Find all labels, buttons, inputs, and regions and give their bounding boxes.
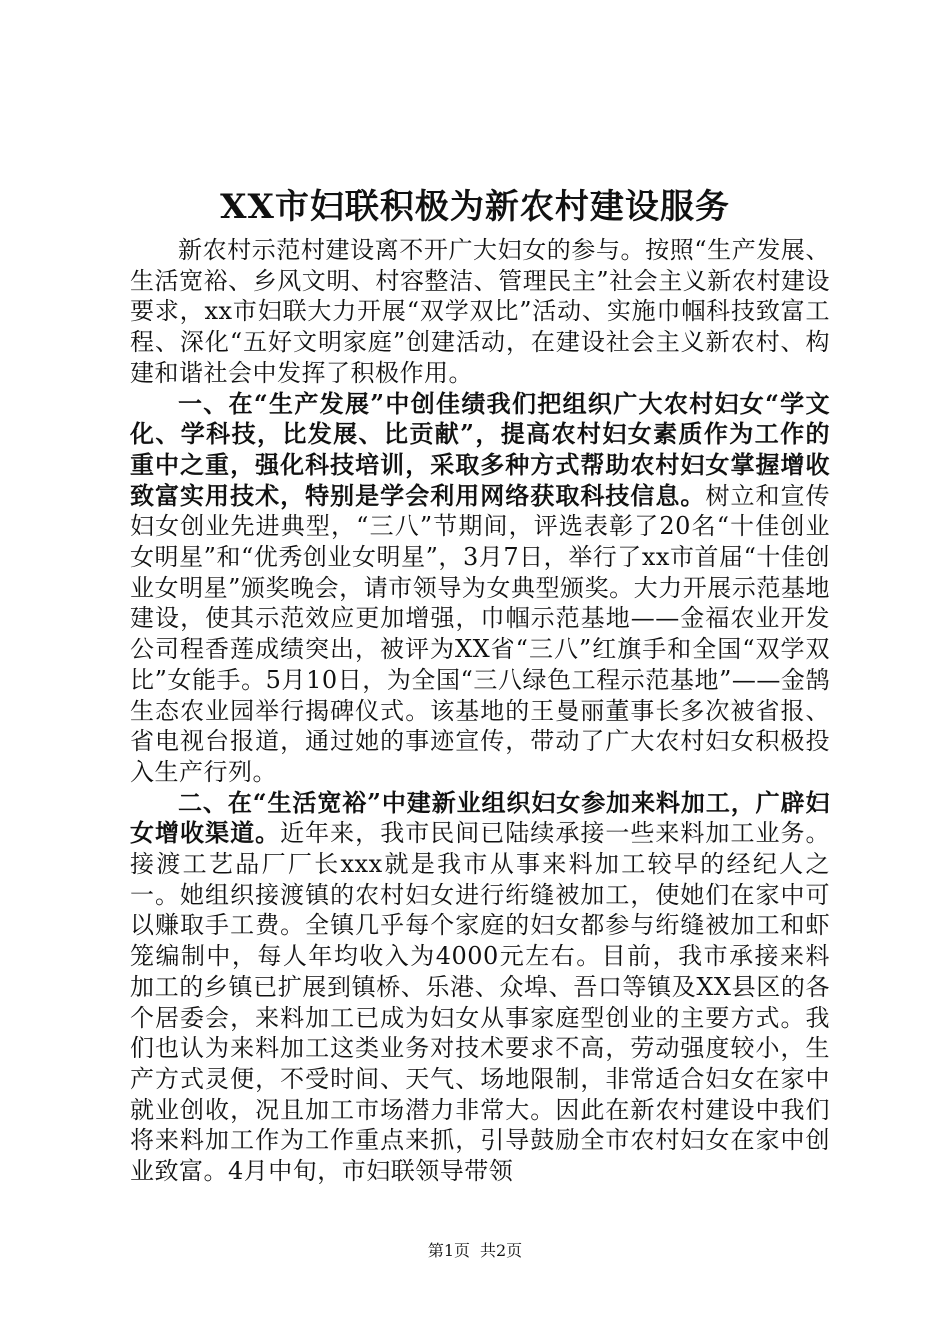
paragraph-section-2 — [130, 788, 830, 1187]
page-number-current: 第1页 — [427, 1241, 470, 1260]
page-number-total: 共2页 — [480, 1241, 523, 1260]
paragraph-text: 新农村示范村建设离不开广大妇女的参与。按照“生产发展、生活宽裕、乡风文明、村容整洁、管理民主”社会主义新农村建设要求，xx市妇联大力开展“双学双比”活动、实施巾帼科技致富工程、深化“五好文明家庭”创建活动，在建设社会主义新农村、构建和谐社会中发挥了积极作用。 — [130, 236, 830, 387]
document-body — [130, 235, 830, 1187]
paragraph-section-1 — [130, 389, 830, 788]
page-footer — [0, 1240, 950, 1262]
paragraph-text: 近年来，我市民间已陆续承接一些来料加工业务。接渡工艺品厂厂长xxx就是我市从事来料加工较早的经纪人之一。她组织接渡镇的农村妇女进行绗缝被加工，使她们在家中可以赚取手工费。全镇几乎每个家庭的妇女都参与绗缝被加工和虾笼编制中，每人年均收入为4000元左右。目前，我市承接来料加工的乡镇已扩展到镇桥、乐港、众埠、吾口等镇及XX县区的各个居委会，来料加工已成为妇女从事家庭型创业的主要方式。我们也认为来料加工这类业务对技术要求不高，劳动强度较小，生产方式灵便，不受时间、天气、场地限制，非常适合妇女在家中就业创收，况且加工市场潜力非常大。因此在新农村建设中我们将来料加工作为工作重点来抓，引导鼓励全市农村妇女在家中创业致富。4月中旬，市妇联领导带领 — [130, 819, 831, 1186]
paragraph-intro — [130, 235, 830, 389]
section-heading: 二、在“生活宽裕”中建新业组织妇女参加来料加工，广辟妇女增收渠道。 — [130, 787, 830, 848]
section-heading: 一、在“生产发展”中创佳绩我们把组织广大农村妇女“学文化、学科技，比发展、比贡献”，提高农村妇女素质作为工作的重中之重，强化科技培训，采取多种方式帮助农村妇女掌握增收致富实用技术，特别是学会利用网络获取科技信息。 — [130, 388, 830, 510]
document-title: XX市妇联积极为新农村建设服务 — [220, 187, 730, 227]
paragraph-text: 树立和宣传妇女创业先进典型，“三八”节期间，评选表彰了20名“十佳创业女明星”和“优秀创业女明星”，3月7日，举行了xx市首届“十佳创业女明星”颁奖晚会，请市领导为女典型颁奖。大力开展示范基地建设，使其示范效应更加增强，巾帼示范基地——金福农业开发公司程香莲成绩突出，被评为XX省“三八”红旗手和全国“双学双比”女能手。5月10日，为全国“三八绿色工程示范基地”——金鹄生态农业园举行揭碑仪式。该基地的王曼丽董事长多次被省报、省电视台报道，通过她的事迹宣传，带动了广大农村妇女积极投入生产行列。 — [130, 481, 831, 786]
